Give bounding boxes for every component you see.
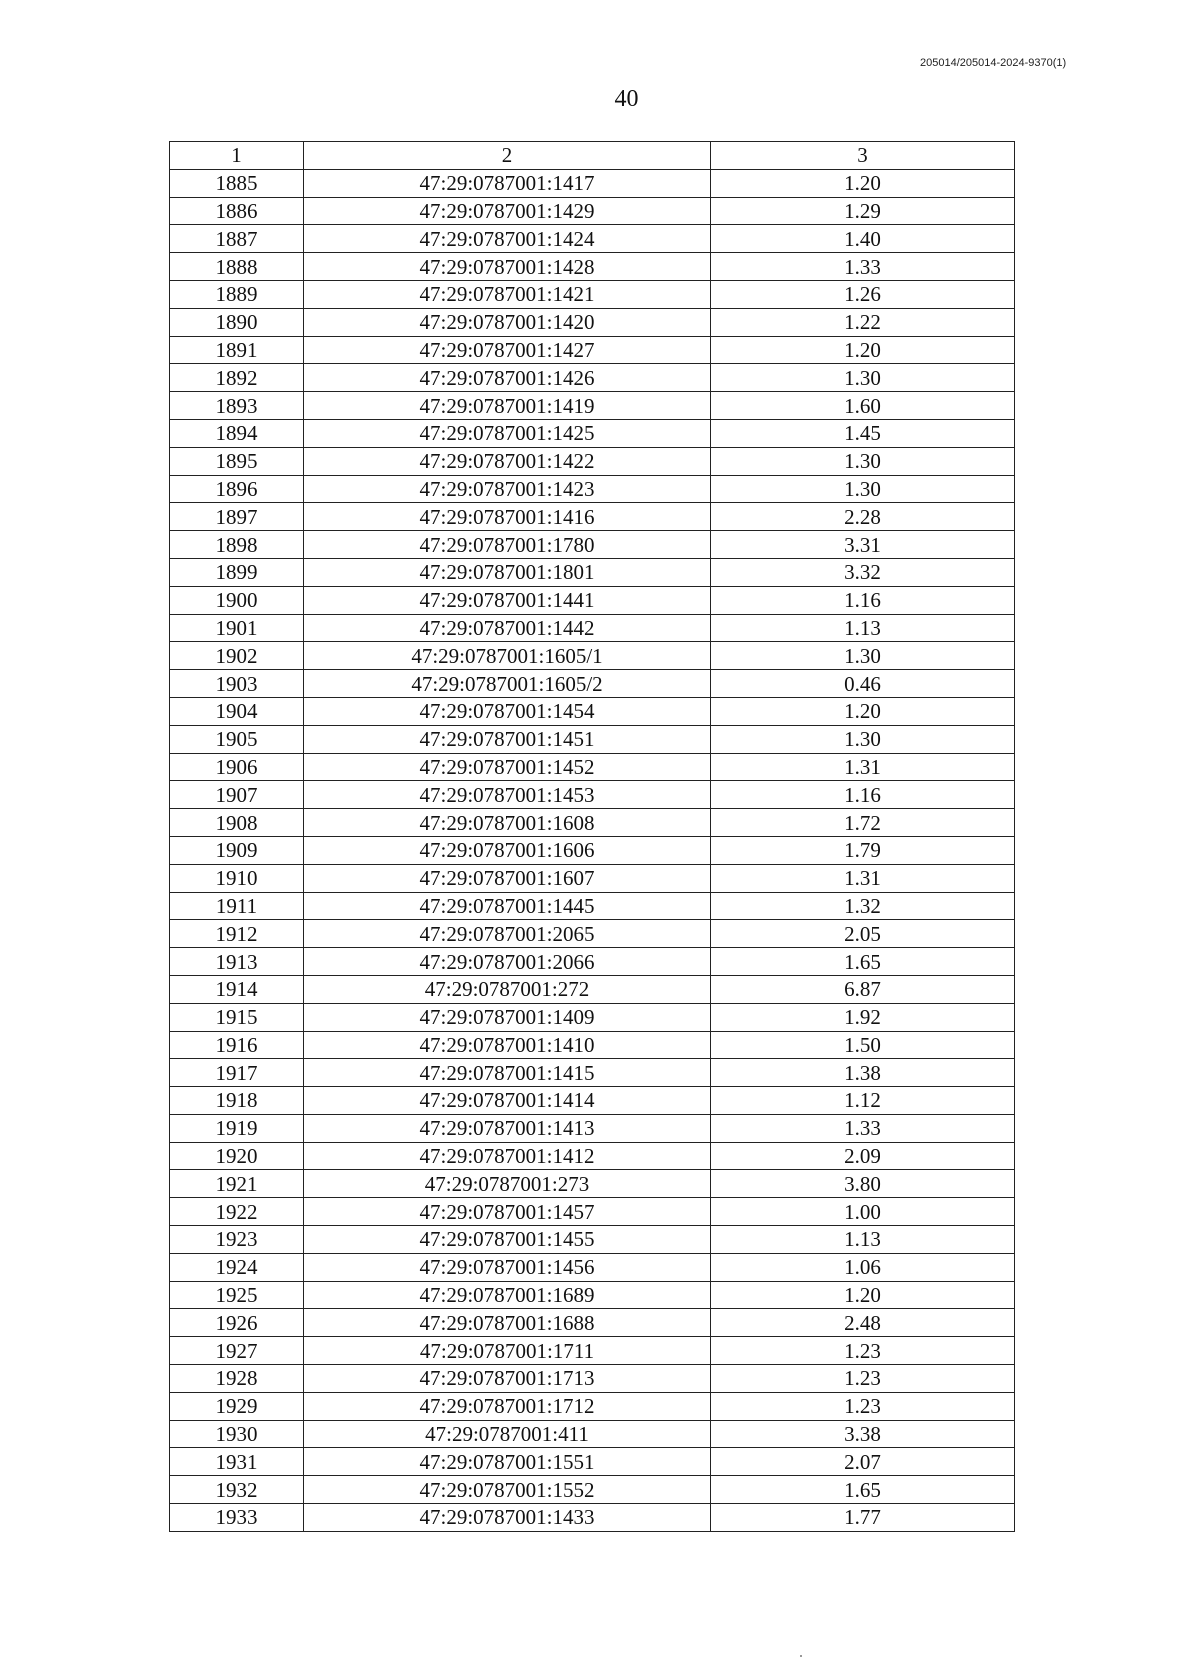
cadastral-number-cell: 47:29:0787001:1427	[304, 336, 711, 364]
value-cell: 1.20	[711, 336, 1015, 364]
row-number-cell: 1907	[170, 781, 304, 809]
row-number-cell: 1893	[170, 392, 304, 420]
value-cell: 1.13	[711, 614, 1015, 642]
table-row	[170, 447, 1015, 475]
row-number-cell: 1912	[170, 920, 304, 948]
table-row	[170, 975, 1015, 1003]
table-row	[170, 419, 1015, 447]
table-body	[170, 169, 1015, 1531]
cadastral-number-cell: 47:29:0787001:1428	[304, 253, 711, 281]
cadastral-number-cell: 47:29:0787001:1426	[304, 364, 711, 392]
row-number-cell: 1906	[170, 753, 304, 781]
table-row	[170, 197, 1015, 225]
row-number-cell: 1915	[170, 1003, 304, 1031]
cadastral-number-cell: 47:29:0787001:1454	[304, 697, 711, 725]
table-row	[170, 920, 1015, 948]
table-row	[170, 781, 1015, 809]
table-row	[170, 558, 1015, 586]
row-number-cell: 1924	[170, 1253, 304, 1281]
row-number-cell: 1905	[170, 725, 304, 753]
value-cell: 1.30	[711, 475, 1015, 503]
table-row	[170, 336, 1015, 364]
value-cell: 1.30	[711, 642, 1015, 670]
table-row	[170, 503, 1015, 531]
row-number-cell: 1885	[170, 169, 304, 197]
value-cell: 1.32	[711, 892, 1015, 920]
cadastral-number-cell: 47:29:0787001:1414	[304, 1087, 711, 1115]
cadastral-number-cell: 47:29:0787001:1429	[304, 197, 711, 225]
table-row	[170, 1003, 1015, 1031]
cadastral-number-cell: 47:29:0787001:1416	[304, 503, 711, 531]
parcel-table	[169, 141, 1015, 1532]
cadastral-number-cell: 47:29:0787001:1607	[304, 864, 711, 892]
cadastral-number-cell: 47:29:0787001:1455	[304, 1226, 711, 1254]
cadastral-number-cell: 47:29:0787001:1688	[304, 1309, 711, 1337]
value-cell: 1.23	[711, 1392, 1015, 1420]
table-row	[170, 1087, 1015, 1115]
cadastral-number-cell: 47:29:0787001:1551	[304, 1448, 711, 1476]
table-row	[170, 948, 1015, 976]
value-cell: 1.72	[711, 809, 1015, 837]
scan-artifact	[800, 1655, 802, 1657]
value-cell: 1.31	[711, 753, 1015, 781]
row-number-cell: 1889	[170, 280, 304, 308]
row-number-cell: 1909	[170, 836, 304, 864]
row-number-cell: 1919	[170, 1114, 304, 1142]
value-cell: 1.45	[711, 419, 1015, 447]
value-cell: 1.22	[711, 308, 1015, 336]
table-row	[170, 809, 1015, 837]
header-row	[170, 142, 1015, 170]
cadastral-number-cell: 47:29:0787001:1453	[304, 781, 711, 809]
cadastral-number-cell: 47:29:0787001:1605/1	[304, 642, 711, 670]
cadastral-number-cell: 47:29:0787001:1422	[304, 447, 711, 475]
value-cell: 0.46	[711, 670, 1015, 698]
table-row	[170, 308, 1015, 336]
table-row	[170, 1476, 1015, 1504]
row-number-cell: 1916	[170, 1031, 304, 1059]
cadastral-number-cell: 47:29:0787001:272	[304, 975, 711, 1003]
table-row	[170, 892, 1015, 920]
row-number-cell: 1886	[170, 197, 304, 225]
table-row	[170, 225, 1015, 253]
table-row	[170, 1337, 1015, 1365]
row-number-cell: 1930	[170, 1420, 304, 1448]
value-cell: 1.65	[711, 948, 1015, 976]
value-cell: 1.23	[711, 1337, 1015, 1365]
cadastral-number-cell: 47:29:0787001:1424	[304, 225, 711, 253]
value-cell: 2.48	[711, 1309, 1015, 1337]
column-header-3: 3	[711, 142, 1015, 170]
row-number-cell: 1904	[170, 697, 304, 725]
value-cell: 3.38	[711, 1420, 1015, 1448]
column-header-1: 1	[170, 142, 304, 170]
row-number-cell: 1897	[170, 503, 304, 531]
cadastral-number-cell: 47:29:0787001:273	[304, 1170, 711, 1198]
cadastral-number-cell: 47:29:0787001:1425	[304, 419, 711, 447]
table-row	[170, 864, 1015, 892]
row-number-cell: 1913	[170, 948, 304, 976]
row-number-cell: 1925	[170, 1281, 304, 1309]
row-number-cell: 1931	[170, 1448, 304, 1476]
table-header	[170, 142, 1015, 170]
table-row	[170, 1281, 1015, 1309]
cadastral-number-cell: 47:29:0787001:1456	[304, 1253, 711, 1281]
table-row	[170, 392, 1015, 420]
cadastral-number-cell: 47:29:0787001:2065	[304, 920, 711, 948]
value-cell: 1.20	[711, 697, 1015, 725]
cadastral-number-cell: 47:29:0787001:1417	[304, 169, 711, 197]
row-number-cell: 1923	[170, 1226, 304, 1254]
value-cell: 1.38	[711, 1059, 1015, 1087]
cadastral-number-cell: 47:29:0787001:1445	[304, 892, 711, 920]
cadastral-number-cell: 47:29:0787001:411	[304, 1420, 711, 1448]
value-cell: 1.06	[711, 1253, 1015, 1281]
row-number-cell: 1895	[170, 447, 304, 475]
cadastral-number-cell: 47:29:0787001:1608	[304, 809, 711, 837]
cadastral-number-cell: 47:29:0787001:1441	[304, 586, 711, 614]
row-number-cell: 1890	[170, 308, 304, 336]
table-row	[170, 614, 1015, 642]
row-number-cell: 1900	[170, 586, 304, 614]
value-cell: 1.26	[711, 280, 1015, 308]
value-cell: 2.07	[711, 1448, 1015, 1476]
value-cell: 2.05	[711, 920, 1015, 948]
row-number-cell: 1901	[170, 614, 304, 642]
row-number-cell: 1898	[170, 531, 304, 559]
cadastral-number-cell: 47:29:0787001:1713	[304, 1365, 711, 1393]
table-row	[170, 475, 1015, 503]
row-number-cell: 1922	[170, 1198, 304, 1226]
row-number-cell: 1932	[170, 1476, 304, 1504]
row-number-cell: 1927	[170, 1337, 304, 1365]
cadastral-number-cell: 47:29:0787001:1410	[304, 1031, 711, 1059]
row-number-cell: 1921	[170, 1170, 304, 1198]
row-number-cell: 1933	[170, 1504, 304, 1532]
cadastral-number-cell: 47:29:0787001:1452	[304, 753, 711, 781]
row-number-cell: 1902	[170, 642, 304, 670]
value-cell: 1.50	[711, 1031, 1015, 1059]
value-cell: 1.40	[711, 225, 1015, 253]
value-cell: 1.33	[711, 253, 1015, 281]
value-cell: 1.20	[711, 1281, 1015, 1309]
cadastral-number-cell: 47:29:0787001:2066	[304, 948, 711, 976]
table-row	[170, 1392, 1015, 1420]
cadastral-number-cell: 47:29:0787001:1606	[304, 836, 711, 864]
cadastral-number-cell: 47:29:0787001:1801	[304, 558, 711, 586]
document-code: 205014/205014-2024-9370(1)	[920, 57, 1067, 69]
table-row	[170, 642, 1015, 670]
row-number-cell: 1917	[170, 1059, 304, 1087]
table-row	[170, 586, 1015, 614]
table-row	[170, 1198, 1015, 1226]
row-number-cell: 1928	[170, 1365, 304, 1393]
table-row	[170, 1504, 1015, 1532]
table-row	[170, 280, 1015, 308]
cadastral-number-cell: 47:29:0787001:1552	[304, 1476, 711, 1504]
value-cell: 1.13	[711, 1226, 1015, 1254]
cadastral-number-cell: 47:29:0787001:1415	[304, 1059, 711, 1087]
value-cell: 1.31	[711, 864, 1015, 892]
cadastral-number-cell: 47:29:0787001:1457	[304, 1198, 711, 1226]
cadastral-number-cell: 47:29:0787001:1420	[304, 308, 711, 336]
page-number: 40	[614, 86, 639, 112]
value-cell: 2.09	[711, 1142, 1015, 1170]
row-number-cell: 1926	[170, 1309, 304, 1337]
value-cell: 2.28	[711, 503, 1015, 531]
value-cell: 1.79	[711, 836, 1015, 864]
cadastral-number-cell: 47:29:0787001:1451	[304, 725, 711, 753]
table-row	[170, 1114, 1015, 1142]
cadastral-number-cell: 47:29:0787001:1711	[304, 1337, 711, 1365]
row-number-cell: 1899	[170, 558, 304, 586]
table-row	[170, 1309, 1015, 1337]
cadastral-number-cell: 47:29:0787001:1433	[304, 1504, 711, 1532]
row-number-cell: 1918	[170, 1087, 304, 1115]
value-cell: 1.60	[711, 392, 1015, 420]
table-row	[170, 1059, 1015, 1087]
cadastral-number-cell: 47:29:0787001:1413	[304, 1114, 711, 1142]
value-cell: 1.77	[711, 1504, 1015, 1532]
table-row	[170, 1170, 1015, 1198]
row-number-cell: 1887	[170, 225, 304, 253]
cadastral-number-cell: 47:29:0787001:1605/2	[304, 670, 711, 698]
table-row	[170, 753, 1015, 781]
row-number-cell: 1908	[170, 809, 304, 837]
cadastral-number-cell: 47:29:0787001:1423	[304, 475, 711, 503]
column-header-2: 2	[304, 142, 711, 170]
cadastral-number-cell: 47:29:0787001:1409	[304, 1003, 711, 1031]
row-number-cell: 1891	[170, 336, 304, 364]
row-number-cell: 1888	[170, 253, 304, 281]
row-number-cell: 1894	[170, 419, 304, 447]
row-number-cell: 1892	[170, 364, 304, 392]
value-cell: 1.33	[711, 1114, 1015, 1142]
value-cell: 3.31	[711, 531, 1015, 559]
table-row	[170, 531, 1015, 559]
value-cell: 1.16	[711, 586, 1015, 614]
cadastral-number-cell: 47:29:0787001:1421	[304, 280, 711, 308]
value-cell: 1.12	[711, 1087, 1015, 1115]
cadastral-number-cell: 47:29:0787001:1412	[304, 1142, 711, 1170]
table-row	[170, 697, 1015, 725]
table-row	[170, 670, 1015, 698]
row-number-cell: 1920	[170, 1142, 304, 1170]
cadastral-number-cell: 47:29:0787001:1419	[304, 392, 711, 420]
table-row	[170, 253, 1015, 281]
row-number-cell: 1929	[170, 1392, 304, 1420]
value-cell: 1.65	[711, 1476, 1015, 1504]
table-row	[170, 1031, 1015, 1059]
row-number-cell: 1903	[170, 670, 304, 698]
table-row	[170, 1448, 1015, 1476]
row-number-cell: 1910	[170, 864, 304, 892]
table-row	[170, 1253, 1015, 1281]
value-cell: 3.32	[711, 558, 1015, 586]
cadastral-number-cell: 47:29:0787001:1780	[304, 531, 711, 559]
table-row	[170, 1420, 1015, 1448]
value-cell: 3.80	[711, 1170, 1015, 1198]
row-number-cell: 1911	[170, 892, 304, 920]
row-number-cell: 1914	[170, 975, 304, 1003]
value-cell: 1.20	[711, 169, 1015, 197]
value-cell: 1.16	[711, 781, 1015, 809]
value-cell: 1.30	[711, 725, 1015, 753]
cadastral-number-cell: 47:29:0787001:1689	[304, 1281, 711, 1309]
table-row	[170, 1142, 1015, 1170]
value-cell: 1.23	[711, 1365, 1015, 1393]
table-row	[170, 364, 1015, 392]
cadastral-number-cell: 47:29:0787001:1442	[304, 614, 711, 642]
row-number-cell: 1896	[170, 475, 304, 503]
value-cell: 1.30	[711, 364, 1015, 392]
value-cell: 6.87	[711, 975, 1015, 1003]
table-row	[170, 725, 1015, 753]
value-cell: 1.00	[711, 1198, 1015, 1226]
value-cell: 1.92	[711, 1003, 1015, 1031]
table-row	[170, 169, 1015, 197]
value-cell: 1.30	[711, 447, 1015, 475]
table-row	[170, 1226, 1015, 1254]
table-row	[170, 836, 1015, 864]
table-row	[170, 1365, 1015, 1393]
value-cell: 1.29	[711, 197, 1015, 225]
cadastral-number-cell: 47:29:0787001:1712	[304, 1392, 711, 1420]
